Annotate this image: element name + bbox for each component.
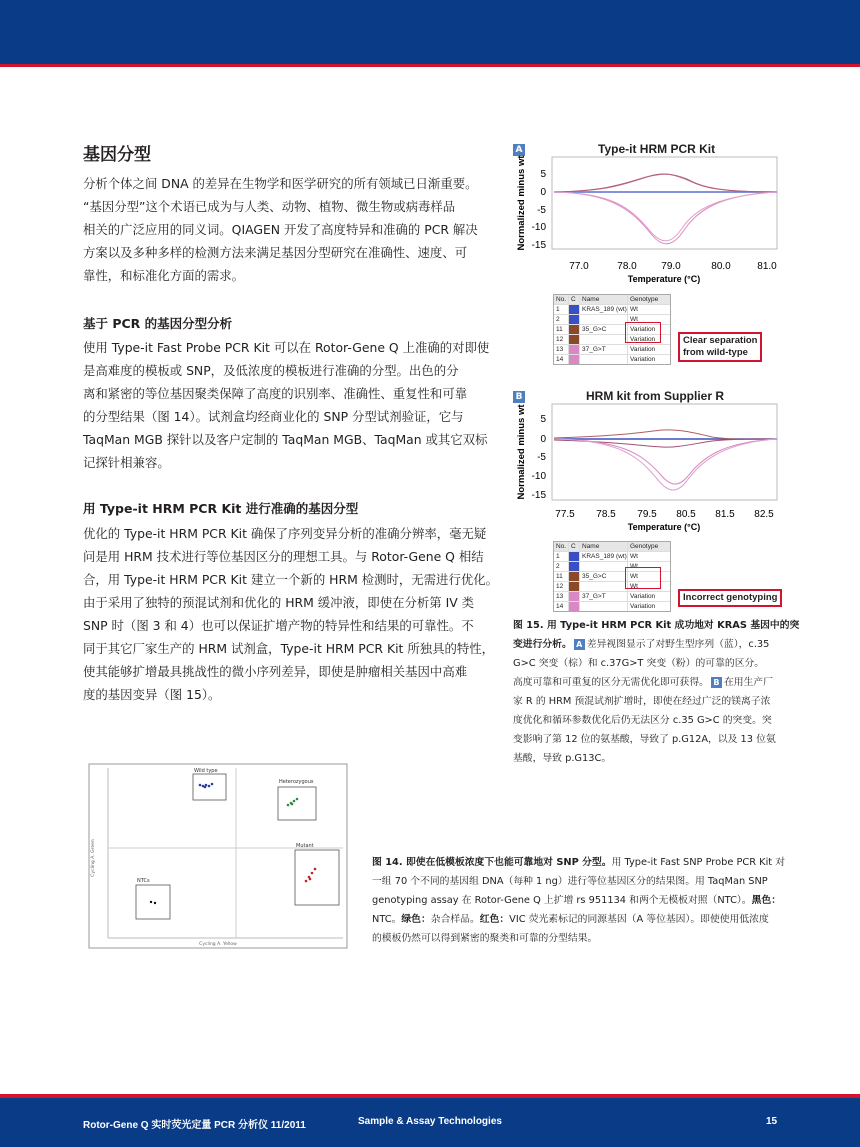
panel-badge: B: [711, 677, 722, 688]
cell: [580, 562, 628, 571]
callout-clear-separation: [678, 332, 762, 362]
color-swatch: [569, 582, 580, 591]
x-ticks: [555, 509, 774, 520]
y-axis-label: Normalized minus wt: [516, 404, 527, 500]
y-tick: -15: [531, 240, 546, 251]
y-tick: -5: [537, 452, 546, 463]
cell: [580, 335, 628, 344]
x-axis-label: Cycling A. Yellow: [199, 942, 237, 947]
color-swatch: [569, 325, 580, 334]
text-line: 度的基因变异（图 15）。: [83, 687, 221, 702]
cell: Variation: [630, 356, 656, 363]
header-cell: No.: [554, 295, 569, 304]
header-cell: C: [569, 295, 580, 304]
y-ticks: [532, 169, 547, 251]
caption-line: [372, 910, 784, 929]
table-row: [554, 355, 670, 364]
data-point: [305, 880, 308, 883]
color-swatch: [569, 345, 580, 354]
color-swatch: [569, 592, 580, 601]
y-tick: -10: [531, 471, 546, 482]
caption-text: 杂合样品。: [430, 914, 480, 925]
x-tick: 81.5: [715, 509, 735, 520]
x-tick: 82.5: [754, 509, 774, 520]
text-line: 同于其它厂家生产的 HRM 试剂盒，Type-it HRM PCR Kit 所独具的特性，: [83, 641, 495, 656]
panel-b-chart: [512, 402, 784, 536]
y-tick: -15: [531, 490, 546, 501]
text-line: 使其能够扩增最具挑战性的微小序列差异，即使是肿瘤相关基因中高难: [83, 664, 468, 679]
text-line: 合，用 Type-it HRM PCR Kit 建立一个新的 HRM 检测时，无需进行优化。: [83, 572, 499, 587]
figure-14-caption: [372, 853, 784, 948]
caption-bold: 图 14. 即使在低模板浓度下也能可靠地对 SNP 分型。: [372, 857, 612, 868]
highlight-box: [625, 322, 661, 343]
text-line: “基因分型”这个术语已成为与人类、动物、植物、微生物或病毒样品: [83, 199, 456, 214]
footer-left-text: Rotor-Gene Q 实时荧光定量 PCR 分析仪 11/2011: [83, 1120, 306, 1131]
color-swatch: [569, 305, 580, 314]
x-tick: 77.5: [555, 509, 575, 520]
cell: [580, 315, 628, 324]
caption-text: 用 Type-it Fast SNP Probe PCR Kit 对: [611, 857, 786, 868]
header-cell: Name: [580, 542, 628, 551]
cell: 14: [554, 602, 569, 611]
caption-line: G>C 突变（棕）和 c.37G>T 突变（粉）的可靠的区分。: [513, 658, 765, 669]
x-tick: 79.0: [661, 261, 681, 272]
plot-frame: [552, 157, 777, 249]
text-line: 相关的广泛应用的同义词。QIAGEN 开发了高度特异和准确的 PCR 解决: [83, 222, 478, 237]
text-line: 靠性，和标准化方面的需求。: [83, 268, 245, 283]
caption-line: [513, 635, 781, 654]
panel-b-letter: B: [513, 391, 525, 403]
table-header: [554, 542, 670, 552]
cell: [580, 602, 628, 611]
x-tick: 78.0: [617, 261, 637, 272]
header-cell: No.: [554, 542, 569, 551]
panel-a-chart: [512, 155, 784, 285]
data-point: [287, 804, 290, 807]
cell: 13: [554, 345, 569, 354]
page-number: 15: [766, 1116, 778, 1127]
y-tick: 0: [540, 434, 546, 445]
data-point: [311, 872, 314, 875]
cell: Variation: [630, 336, 656, 343]
caption-line: 度优化和循环参数优化后仍无法区分 c.35 G>C 的突变。突: [513, 715, 772, 726]
data-point: [204, 786, 207, 789]
text-line: 方案以及多种多样的检测方法来满足基因分型研究在准确性、速度、可: [83, 245, 468, 260]
cell: 11: [554, 325, 569, 334]
cell: Wt: [630, 563, 638, 570]
cell: 1: [554, 305, 569, 314]
y-tick: 5: [540, 169, 546, 180]
caption-text: 在用生产厂: [723, 677, 773, 688]
cell: 35_G>C: [580, 572, 628, 581]
plot-frame: [89, 764, 347, 948]
x-tick: 77.0: [569, 261, 589, 272]
color-swatch: [569, 602, 580, 611]
header-accent-line: [0, 64, 860, 67]
header-cell: Genotype: [630, 296, 659, 303]
header-cell: C: [569, 542, 580, 551]
text-line: 问是用 HRM 技术进行等位基因区分的理想工具。与 Rotor-Gene Q 相结: [83, 549, 484, 564]
caption-text: 高度可靠和可重复的区分无需优化即可获得。: [513, 677, 709, 688]
y-tick: 0: [540, 187, 546, 198]
cell: Variation: [630, 346, 656, 353]
table-row: [554, 552, 670, 562]
cluster-label: Heterozygous: [279, 779, 314, 785]
caption-text: genotyping assay 在 Rotor-Gene Q 上扩增 rs 951134 和两个无模板对照（NTC）。: [372, 895, 752, 906]
caption-line: [513, 673, 781, 692]
caption-bold: 变进行分析。: [513, 639, 572, 650]
color-swatch: [569, 562, 580, 571]
data-point: [293, 800, 296, 803]
y-tick: 5: [540, 414, 546, 425]
cell: Wt: [630, 553, 638, 560]
cluster-label: Wild type: [194, 768, 218, 774]
cell: Wt: [630, 306, 638, 313]
x-tick: 80.5: [676, 509, 696, 520]
hrm-paragraph: [83, 522, 499, 706]
header-cell: Name: [580, 295, 628, 304]
cell: Wt: [630, 573, 638, 580]
x-axis-label: Temperature (°C): [627, 522, 701, 532]
data-point: [314, 868, 317, 871]
cell: [580, 355, 628, 364]
table-header: [554, 295, 670, 305]
data-point: [208, 785, 211, 788]
y-axis-label: Normalized minus wt: [516, 155, 527, 251]
caption-bold: 绿色：: [401, 914, 431, 925]
y-tick: -10: [531, 222, 546, 233]
panel-b-title: HRM kit from Supplier R: [586, 389, 725, 403]
cell: Variation: [630, 593, 656, 600]
text-line: 的分型结果（图 14）。试剂盒均经商业化的 SNP 分型试剂验证，它与: [83, 409, 464, 424]
caption-line: 图 15. 用 Type-it HRM PCR Kit 成功地对 KRAS 基因中的突: [513, 620, 800, 631]
cell: KRAS_189 (wt): [582, 306, 627, 313]
pcr-heading: 基于 PCR 的基因分型分析: [83, 316, 233, 331]
x-tick: 78.5: [596, 509, 616, 520]
x-tick: 81.0: [757, 261, 777, 272]
cell: 13: [554, 592, 569, 601]
text-line: 是高难度的模板或 SNP，及低浓度的模板进行准确的分型。出色的分: [83, 363, 459, 378]
data-point: [296, 798, 299, 801]
color-swatch: [569, 315, 580, 324]
x-tick: 79.5: [637, 509, 657, 520]
cell: Variation: [630, 603, 656, 610]
text-line: 使用 Type-it Fast Probe PCR Kit 可以在 Rotor-Gene Q 上准确的对即使: [83, 340, 490, 355]
callout-incorrect-genotyping: Incorrect genotyping: [678, 589, 782, 607]
cell: 37_G>T: [580, 345, 628, 354]
table-row: [554, 592, 670, 602]
plot-frame: [552, 404, 777, 500]
callout-line: Clear separation: [683, 335, 758, 346]
section-title: 基因分型: [83, 145, 151, 165]
caption-line: 一组 70 个不同的基因组 DNA（每种 1 ng）进行等位基因区分的结果图。用 TaqMan SNP: [372, 876, 768, 887]
pcr-paragraph: [83, 336, 495, 474]
cell: 2: [554, 562, 569, 571]
caption-bold: 红色：: [479, 914, 510, 925]
y-tick: -5: [537, 205, 546, 216]
caption-line: 基酸，导致 p.G13C。: [513, 753, 612, 764]
y-ticks: [532, 414, 547, 501]
caption-line: [372, 891, 784, 910]
header-cell: Genotype: [630, 543, 659, 550]
cell: 12: [554, 582, 569, 591]
text-line: 由于采用了独特的预混试剂和优化的 HRM 缓冲液，即使在分析第 IV 类: [83, 595, 475, 610]
data-point: [309, 878, 312, 881]
data-point: [291, 803, 294, 806]
text-line: 分析个体之间 DNA 的差异在生物学和医学研究的所有领域已日渐重要。: [83, 176, 478, 191]
cell: 12: [554, 335, 569, 344]
allelic-discrimination-plot: [88, 763, 350, 953]
text-line: SNP 时（图 3 和 4）也可以保证扩增产物的特异性和结果的可靠性。不: [83, 618, 474, 633]
table-row: [554, 602, 670, 611]
footer-center-text: Sample & Assay Technologies: [358, 1116, 502, 1127]
color-swatch: [569, 552, 580, 561]
cell: 37_G>T: [580, 592, 628, 601]
data-point: [150, 901, 152, 903]
x-tick: 80.0: [711, 261, 731, 272]
table-row: [554, 345, 670, 355]
highlight-box: [625, 567, 661, 589]
caption-line: 的模板仍然可以得到紧密的聚类和可靠的分型结果。: [372, 933, 598, 944]
y-axis-label: Cycling A. Green: [91, 839, 96, 877]
cell: [580, 582, 628, 591]
color-swatch: [569, 572, 580, 581]
color-swatch: [569, 355, 580, 364]
cluster-label: Mutant: [296, 843, 314, 849]
data-point: [199, 784, 202, 787]
cluster-label: NTCs: [137, 878, 150, 884]
cell: Wt: [630, 316, 638, 323]
text-line: 记探针相兼容。: [83, 455, 170, 470]
cell: 35_G>C: [580, 325, 628, 334]
caption-text: NTC。: [372, 914, 402, 925]
text-line: 优化的 Type-it HRM PCR Kit 确保了序列变异分析的准确分辨率，毫无疑: [83, 526, 487, 541]
caption-text: 差异视图显示了对野生型序列（蓝），c.35: [586, 639, 770, 650]
intro-paragraph: [83, 172, 495, 287]
panel-badge: A: [574, 639, 585, 650]
caption-bold: 黑色：: [751, 895, 781, 906]
panel-a-title: Type-it HRM PCR Kit: [598, 142, 716, 156]
header-bar: [0, 0, 860, 64]
caption-line: 家 R 的 HRM 预混试剂扩增时，即使在经过广泛的镁离子浓: [513, 696, 771, 707]
cell: 2: [554, 315, 569, 324]
caption-line: [372, 853, 784, 872]
cell: Variation: [630, 326, 656, 333]
cell: 1: [554, 552, 569, 561]
caption-line: 变影响了第 12 位的氨基酸，导致了 p.G12A，以及 13 位氨: [513, 734, 776, 745]
figure-15-caption: [513, 616, 800, 768]
panel-a-letter: A: [513, 144, 525, 156]
cell: Wt: [630, 583, 638, 590]
x-axis-label: Temperature (°C): [627, 274, 701, 284]
x-ticks: [569, 261, 777, 272]
data-point: [211, 783, 214, 786]
cell: KRAS_189 (wt): [582, 553, 627, 560]
data-point: [154, 902, 156, 904]
color-swatch: [569, 335, 580, 344]
caption-text: VIC 荧光素标记的同源基因（A 等位基因）。即使使用低浓度: [509, 914, 769, 925]
text-line: TaqMan MGB 探针以及客户定制的 TaqMan MGB、TaqMan 或其它双标: [83, 432, 488, 447]
hrm-heading: 用 Type-it HRM PCR Kit 进行准确的基因分型: [83, 501, 359, 516]
cell: 11: [554, 572, 569, 581]
cell: 14: [554, 355, 569, 364]
text-line: 离和紧密的等位基因聚类保障了高度的识别率、准确性、重复性和可靠: [83, 386, 468, 401]
callout-line: from wild-type: [683, 347, 748, 358]
table-row: [554, 305, 670, 315]
